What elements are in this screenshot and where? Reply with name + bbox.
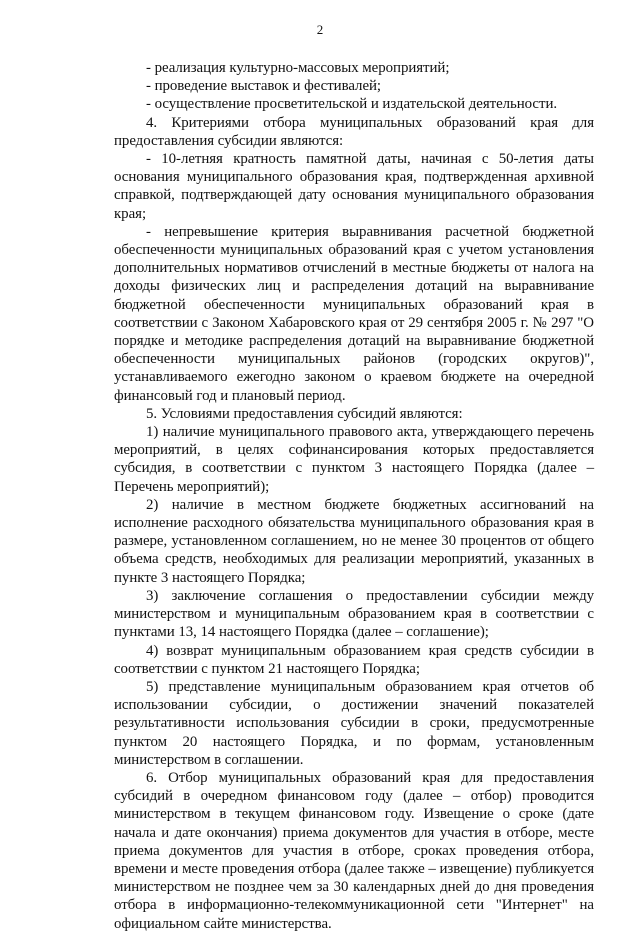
section-5-heading: 5. Условиями предоставления субсидий являются: (146, 405, 463, 422)
condition-2: 2) наличие в местном бюджете бюджетных ассигнований на исполнение расходного обязательства муниципального образования края в размере, установленном соглашением, но не менее 30 процентов от общего объема средств, необходимых для реализации мероприятий, указанных в пункте 3 настоящего Порядка; (114, 496, 594, 586)
page-number: 2 (316, 22, 324, 37)
list-item-educational-activity: - осуществление просветительской и издательской деятельности. (146, 96, 558, 113)
document-body (114, 59, 594, 933)
list-item-cultural-events: - реализация культурно-массовых мероприятий; (146, 60, 450, 76)
criterion-anniversary: - 10-летняя кратность памятной даты, начиная с 50-летия даты основания муниципального образования края, подтвержденная архивной справкой, подтверждающей дату основания муниципального образования края; (114, 151, 594, 222)
condition-1: 1) наличие муниципального правового акта, утверждающего перечень мероприятий, в целях софинансирования которых предоставляется субсидия, в соответствии с пунктом 3 настоящего Порядка (далее – Перечень мероприятий); (114, 424, 594, 495)
section-6-paragraph: 6. Отбор муниципальных образований края для предоставления субсидий в очередном финансовом году (далее – отбор) проводится министерством в текущем финансовом году. Извещение о сроке (дате начала и дате окончания) приема документов для участия в отборе, месте приема документов для участия в отборе, сроках проведения отбора, времени и месте проведения отбора (далее также – извещение) публикуется министерством не позднее чем за 30 календарных дней до дня проведения отбора в информационно-телекоммуникационной сети "Интернет" на официальном сайте министерства. (114, 769, 594, 932)
condition-4: 4) возврат муниципальным образованием края средств субсидии в соответствии с пунктом 21 настоящего Порядка; (114, 642, 594, 677)
condition-5: 5) представление муниципальным образованием края отчетов об использовании субсидии, о достижении значений показателей результативности использования субсидии в сроки, предусмотренные пунктом 20 настоящего Порядка, и по формам, установленным министерством в соглашении. (114, 678, 594, 768)
criterion-budget-equalization: - непревышение критерия выравнивания расчетной бюджетной обеспеченности муниципальных образований края с учетом установления дополнительных нормативов отчислений в местные бюджеты от налога на доходы физических лиц и распределения дотаций на выравнивание бюджетной обеспеченности муниципальных образований края в соответствии с Законом Хабаровского края от 29 сентября 2005 г. № 297 "О порядке и методике распределения дотаций на выравнивание бюджетной обеспеченности муниципальных районов (городских округов)", устанавливаемого ежегодно законом о краевом бюджете на очередной финансовый год и плановый период. (114, 223, 594, 404)
section-4-heading: 4. Критериями отбора муниципальных образований края для предоставления субсидии являются: (114, 114, 594, 149)
condition-3: 3) заключение соглашения о предоставлении субсидии между министерством и муниципальным образованием края в соответствии с пунктами 13, 14 настоящего Порядка (далее – соглашение); (114, 587, 594, 641)
list-item-exhibitions: - проведение выставок и фестивалей; (146, 78, 382, 95)
